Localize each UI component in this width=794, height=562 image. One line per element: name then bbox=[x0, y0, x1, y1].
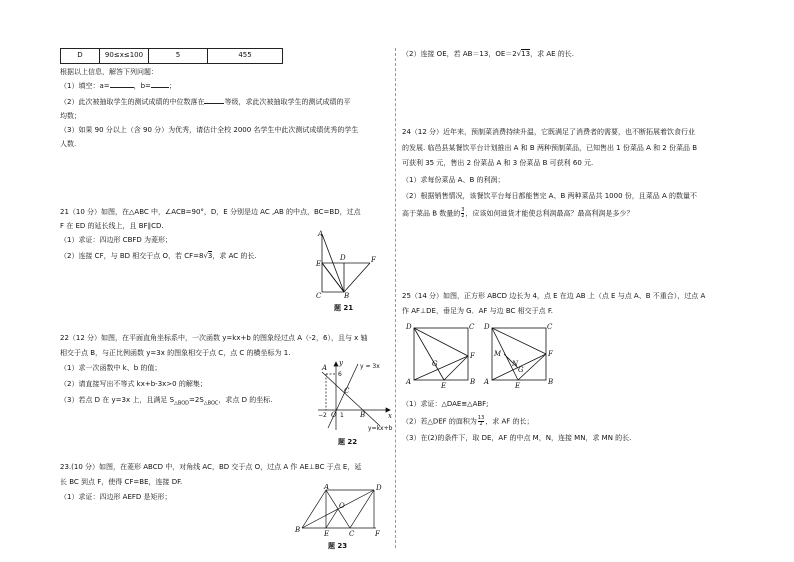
figure-25-b bbox=[482, 322, 556, 390]
point-label: B bbox=[548, 378, 554, 386]
problem-23-part-1: （1）求证：四边形 AEFD 是矩形； bbox=[60, 493, 172, 501]
tick-label: 1 bbox=[340, 412, 344, 419]
problem-25-stem-cont: 作 AF⊥DE，垂足为 G．AF 与边 BC 相交于点 F. bbox=[402, 307, 554, 315]
point-label: A bbox=[484, 378, 490, 386]
problem-23-part-2: （2）连接 OE，若 AB＝13，OE＝2√13，求 AE 的长. bbox=[402, 50, 575, 58]
point-label: E bbox=[515, 382, 521, 390]
problem-25-stem: 25（14 分）如图，正方形 ABCD 边长为 4，点 E 在边 AB 上（点 E 与点 A、B 不重合），过点 A bbox=[402, 292, 706, 300]
figure-22 bbox=[314, 358, 394, 434]
tick-label: 6 bbox=[338, 371, 342, 378]
problem-24-part-2: （2）根据销售情况，该餐饮平台每日都能售完 A、B 两种菜品共 1000 份，且菜品 A 的数量不 bbox=[402, 192, 697, 200]
point-label: N bbox=[512, 360, 519, 368]
problem-23-stem-cont: 长 BC 到点 F，使得 CF=BE，连接 DF. bbox=[60, 478, 183, 486]
problem-21-stem: 21（10 分）如图，在△ABC 中，∠ACB=90°，D，E 分别是边 AC ,AB 的中点，BC=BD，过点 bbox=[60, 208, 361, 216]
point-label: B bbox=[470, 378, 476, 386]
point-label: O bbox=[339, 502, 345, 510]
table-row bbox=[61, 49, 283, 64]
problem-24-stem: 24（12 分）近年来，预制菜消费持续升温，它既满足了消费者的需要，也不断拓展着饮食行业 bbox=[402, 128, 696, 136]
point-label: C bbox=[316, 292, 322, 300]
axis-label: y bbox=[339, 359, 343, 367]
problem-22-stem: 22（12 分）如图，在平面直角坐标系中，一次函数 y=kx+b 的图象经过点 A（-2，6），且与 x 轴 bbox=[60, 334, 368, 342]
point-label: E bbox=[316, 260, 322, 268]
point-label: F bbox=[470, 352, 475, 360]
point-label: C bbox=[469, 323, 475, 331]
grade-cell: D bbox=[61, 49, 100, 64]
line-label: y = 3x bbox=[360, 363, 380, 370]
fraction: $\frac{13}{2}$ bbox=[477, 415, 485, 427]
point-label: C bbox=[344, 387, 350, 395]
tick-label: −2 bbox=[318, 412, 327, 419]
point-label: F bbox=[375, 530, 380, 538]
axis-label: x bbox=[388, 412, 392, 420]
figure-22-caption: 题 22 bbox=[338, 438, 358, 446]
total-cell: 455 bbox=[208, 49, 283, 64]
question-1: （1）填空：a= ，b= ； bbox=[60, 82, 176, 90]
fraction: $\frac{3}{2}$ bbox=[461, 207, 465, 219]
figure-23-caption: 题 23 bbox=[328, 542, 348, 550]
problem-24-part-1: （1）求每份菜品 A、B 的利润； bbox=[402, 176, 505, 184]
problem-21-part-1: （1）求证：四边形 CBFD 为菱形； bbox=[60, 236, 173, 244]
point-label: F bbox=[371, 256, 376, 264]
point-label: B bbox=[344, 292, 350, 300]
figure-23 bbox=[292, 484, 384, 540]
sqrt-symbol: √ bbox=[203, 252, 208, 260]
grade-table bbox=[60, 48, 283, 64]
problem-22-part-1: （1）求一次函数中 k、b 的值； bbox=[60, 364, 162, 372]
point-label: D bbox=[376, 484, 382, 492]
line-label: y=kx+b bbox=[368, 425, 393, 432]
point-label: C bbox=[547, 323, 553, 331]
point-label: M bbox=[494, 350, 502, 358]
count-cell: 5 bbox=[149, 49, 208, 64]
point-label: A bbox=[324, 484, 330, 491]
figure-21-caption: 题 21 bbox=[334, 304, 354, 312]
problem-21-stem-cont: F 在 ED 的延长线上，且 BF∥CD. bbox=[60, 222, 164, 230]
point-label: C bbox=[349, 530, 355, 538]
question-intro: 根据以上信息，解答下列问题： bbox=[60, 68, 158, 76]
figure-25-a bbox=[404, 322, 478, 390]
problem-25-part-3: （3）在(2)的条件下，取 DE，AF 的中点 M，N，连接 MN，求 MN 的长. bbox=[402, 434, 632, 442]
problem-22-stem-cont: 相交于点 B，与正比例函数 y=3x 的图象相交于点 C，点 C 的横坐标为 1. bbox=[60, 349, 291, 357]
point-label: D bbox=[406, 323, 412, 331]
point-label: E bbox=[441, 382, 447, 390]
point-label: A bbox=[322, 364, 328, 372]
range-cell: 90≤x≤100 bbox=[100, 49, 149, 64]
answer-blank[interactable] bbox=[110, 87, 134, 88]
point-label: B bbox=[360, 411, 366, 419]
point-label: F bbox=[548, 350, 553, 358]
problem-24-stem-cont2: 可获利 35 元，售出 2 份菜品 A 和 3 份菜品 B 可获利 60 元. bbox=[402, 159, 594, 167]
problem-22-part-3: （3）若点 D 在 y=3x 上，且满足 $S_{\triangle BOD}=2S_{\triangle BOC}$，求点 D 的坐标. bbox=[60, 396, 273, 407]
point-label: D bbox=[340, 254, 346, 262]
problem-21-part-2: （2）连接 CF，与 BD 相交于点 O，若 CF=8√3，求 AC 的长. bbox=[60, 252, 257, 260]
question-2: （2）此次被抽取学生的测试成绩的中位数落在 等级，求此次被抽取学生的测试成绩的平 bbox=[60, 98, 351, 106]
question-3-cont: 人数. bbox=[60, 140, 77, 148]
answer-blank[interactable] bbox=[204, 103, 224, 104]
point-label: G bbox=[518, 366, 524, 374]
problem-22-part-2: （2）请直接写出不等式 kx+b-3x>0 的解集； bbox=[60, 380, 207, 388]
sqrt-symbol: √ bbox=[516, 50, 522, 58]
column-divider bbox=[395, 48, 396, 548]
point-label: A bbox=[406, 378, 412, 386]
problem-24-stem-cont: 的发展. 临邑县某餐饮平台计划推出 A 和 B 两种预制菜品，已知售出 1 份菜品 A 和 2 份菜品 B bbox=[402, 144, 698, 152]
point-label: G bbox=[432, 360, 438, 368]
answer-blank[interactable] bbox=[151, 87, 169, 88]
question-3: （3）如果 90 分以上（含 90 分）为优秀，请估计全校 2000 名学生中此次测试成绩优秀的学生 bbox=[60, 126, 359, 134]
point-label: E bbox=[324, 530, 330, 538]
question-2-cont: 均数； bbox=[60, 112, 81, 120]
figure-21 bbox=[314, 230, 390, 300]
point-label: O bbox=[331, 411, 337, 419]
point-label: D bbox=[484, 323, 490, 331]
point-label: B bbox=[295, 526, 301, 534]
problem-23-stem: 23.(10 分）如图，在菱形 ABCD 中，对角线 AC，BD 交于点 O，过点 A 作 AE⊥BC 于点 E，延 bbox=[60, 463, 362, 471]
problem-25-part-1: （1）求证：△DAE≌△ABF; bbox=[402, 400, 489, 408]
point-label: A bbox=[318, 230, 324, 238]
problem-24-part-2-cont: 高于菜品 B 数量的 $\frac{3}{2}$ ，应该如何进货才能使总利润最高？最高利润是多少？ bbox=[402, 207, 634, 219]
problem-25-part-2: （2）若△DEF 的面积为 $\frac{13}{2}$ ，求 AF 的长； bbox=[402, 415, 534, 427]
